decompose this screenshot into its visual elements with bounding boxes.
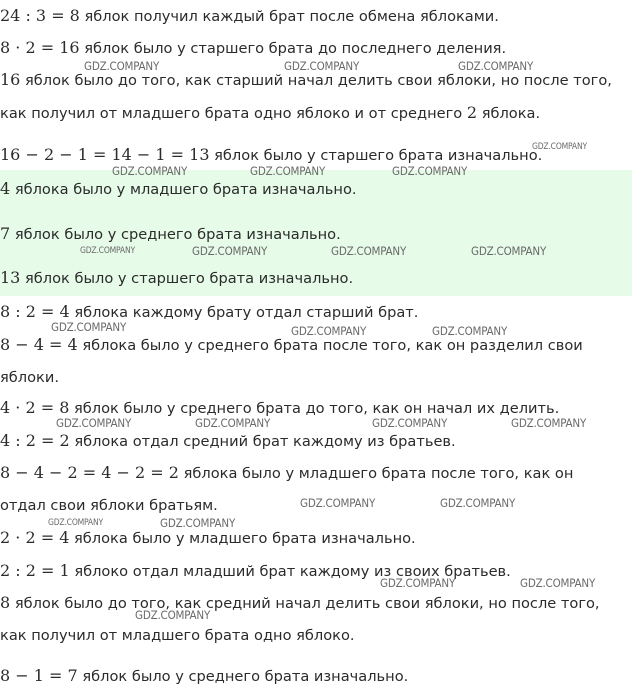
watermark: GDZ.COMPANY bbox=[532, 142, 587, 152]
watermark: GDZ.COMPANY bbox=[440, 496, 516, 510]
watermark: GDZ.COMPANY bbox=[372, 416, 448, 430]
answer-line: 7 яблок было у среднего брата изначально. bbox=[0, 224, 341, 243]
solution-line: яблоки. bbox=[0, 369, 59, 386]
solution-line: 8 : 2 = 4 яблока каждому брату отдал старший брат. bbox=[0, 302, 419, 321]
watermark: GDZ.COMPANY bbox=[458, 59, 534, 73]
watermark: GDZ.COMPANY bbox=[300, 496, 376, 510]
solution-line: 8 − 4 − 2 = 4 − 2 = 2 яблока было у младшего брата после того, как он bbox=[0, 463, 574, 482]
solution-line: 8 · 2 = 16 яблок было у старшего брата до последнего деления. bbox=[0, 38, 507, 57]
watermark: GDZ.COMPANY bbox=[250, 164, 326, 178]
solution-line: 8 яблок было до того, как средний начал делить свои яблоки, но после того, bbox=[0, 593, 600, 612]
watermark: GDZ.COMPANY bbox=[160, 516, 236, 530]
solution-line: 4 : 2 = 2 яблока отдал средний брат каждому из братьев. bbox=[0, 431, 456, 450]
watermark: GDZ.COMPANY bbox=[331, 244, 407, 258]
solution-line: как получил от младшего брата одно яблоко. bbox=[0, 627, 355, 644]
solution-line: 24 : 3 = 8 яблок получил каждый брат после обмена яблоками. bbox=[0, 6, 499, 25]
answer-line: 13 яблок было у старшего брата изначально. bbox=[0, 268, 354, 287]
solution-line: 8 − 1 = 7 яблок было у среднего брата изначально. bbox=[0, 666, 409, 685]
solution-line: 8 − 4 = 4 яблока было у среднего брата после того, как он разделил свои bbox=[0, 335, 583, 354]
watermark: GDZ.COMPANY bbox=[195, 416, 271, 430]
solution-line: 16 − 2 − 1 = 14 − 1 = 13 яблок было у старшего брата изначально. bbox=[0, 145, 543, 164]
watermark: GDZ.COMPANY bbox=[84, 59, 160, 73]
watermark: GDZ.COMPANY bbox=[380, 576, 456, 590]
watermark: GDZ.COMPANY bbox=[520, 576, 596, 590]
watermark: GDZ.COMPANY bbox=[135, 608, 211, 622]
watermark: GDZ.COMPANY bbox=[511, 416, 587, 430]
watermark: GDZ.COMPANY bbox=[112, 164, 188, 178]
solution-line: 4 · 2 = 8 яблок было у среднего брата до того, как он начал их делить. bbox=[0, 398, 560, 417]
watermark: GDZ.COMPANY bbox=[80, 246, 135, 256]
watermark: GDZ.COMPANY bbox=[48, 518, 103, 528]
solution-line: как получил от младшего брата одно яблоко и от среднего 2 яблока. bbox=[0, 103, 541, 122]
solution-line: 2 · 2 = 4 яблока было у младшего брата изначально. bbox=[0, 528, 416, 547]
watermark: GDZ.COMPANY bbox=[392, 164, 468, 178]
watermark: GDZ.COMPANY bbox=[284, 59, 360, 73]
watermark: GDZ.COMPANY bbox=[51, 320, 127, 334]
solution-line: 16 яблок было до того, как старший начал делить свои яблоки, но после того, bbox=[0, 70, 612, 89]
solution-line: отдал свои яблоки братьям. bbox=[0, 497, 218, 514]
watermark: GDZ.COMPANY bbox=[291, 324, 367, 338]
watermark: GDZ.COMPANY bbox=[471, 244, 547, 258]
watermark: GDZ.COMPANY bbox=[432, 324, 508, 338]
watermark: GDZ.COMPANY bbox=[192, 244, 268, 258]
watermark: GDZ.COMPANY bbox=[56, 416, 132, 430]
solution-line: 2 : 2 = 1 яблоко отдал младший брат каждому из своих братьев. bbox=[0, 561, 511, 580]
answer-line: 4 яблока было у младшего брата изначально. bbox=[0, 179, 357, 198]
